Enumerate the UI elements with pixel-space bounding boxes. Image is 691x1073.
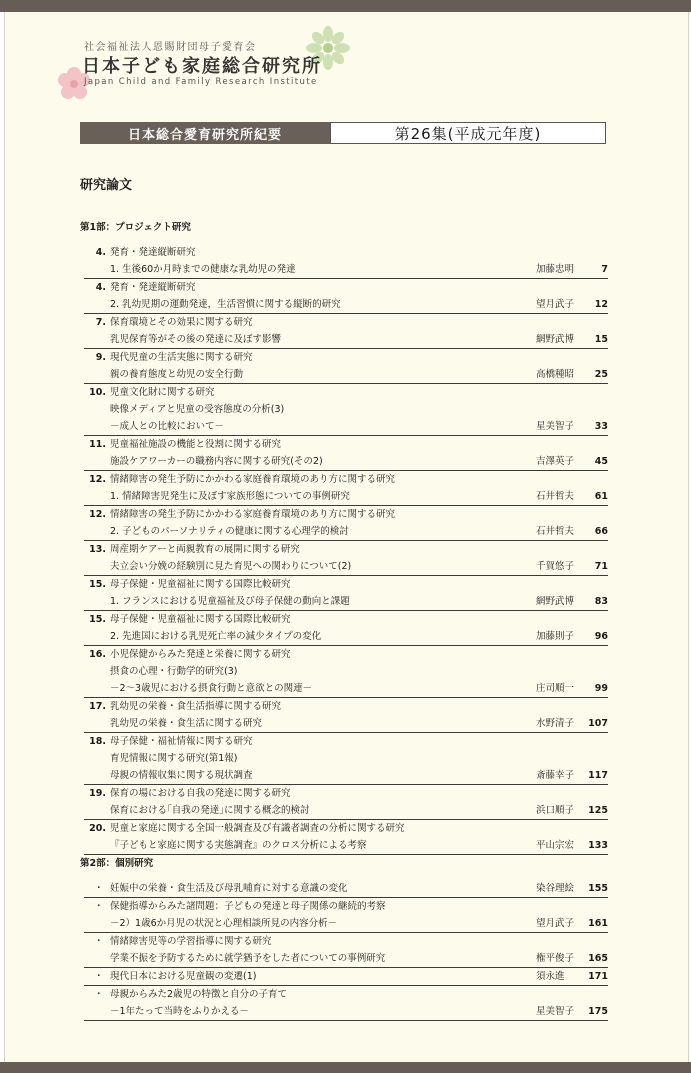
project-title: 情緒障害の発生予防にかかわる家庭養育環境のあり方に関する研究: [110, 509, 396, 520]
toc-entry[interactable]: [84, 471, 608, 506]
entry-number: 13.: [89, 544, 106, 555]
top-bar: [0, 0, 691, 12]
institute-logo[interactable]: [46, 24, 376, 104]
author-name: 高橋種昭: [536, 369, 575, 380]
page-number: 117: [588, 770, 608, 781]
section-title: 研究論文: [80, 178, 133, 193]
toc-entry-line: [84, 680, 608, 697]
page-number: 33: [594, 421, 608, 432]
org-name-large: 日本子ども家庭総合研究所: [82, 56, 322, 77]
toc-entry-line: [84, 802, 608, 819]
toc-entry-line: [84, 279, 608, 296]
toc-entry-line: [84, 733, 608, 750]
project-title: 保育の場における自我の発達に関する研究: [110, 788, 291, 799]
paper-title: 学業不振を予防するために就学猶予をした者についての事例研究: [110, 953, 386, 964]
paper-title: 『子どもと家庭に関する実態調査』のクロス分析による考察: [110, 840, 367, 851]
paper-title: 1. フランスにおける児童福祉及び母子保健の動向と課題: [110, 596, 350, 607]
author-name: 千賀悠子: [536, 561, 575, 572]
toc-entry-line: [84, 698, 608, 715]
org-name-english: Japan Child and Family Research Institute: [84, 77, 318, 87]
page-number: 66: [594, 526, 608, 537]
toc-entry-line: [84, 628, 608, 645]
toc-entry-line: [84, 915, 608, 932]
toc-entry[interactable]: [84, 820, 608, 855]
paper-title: 育児情報に関する研究(第1報): [110, 753, 238, 764]
toc-entry-line: [84, 418, 608, 435]
author-name: 星美智子: [536, 1006, 575, 1017]
toc-entry-line: [84, 488, 608, 505]
bullet-marker: ・: [94, 989, 104, 1000]
bullet-marker: ・: [94, 971, 104, 982]
toc-entry-line: [84, 837, 608, 854]
page-number: 161: [588, 918, 608, 929]
project-title: 現代児童の生活実態に関する研究: [110, 352, 253, 363]
page-number: 99: [594, 683, 608, 694]
toc-entry[interactable]: [84, 279, 608, 314]
entry-number: 11.: [89, 439, 106, 450]
toc-entry[interactable]: [84, 968, 608, 986]
paper-title: 親の養育態度と幼児の安全行動: [110, 369, 244, 380]
page-number: 175: [588, 1006, 608, 1017]
toc-entry-line: [84, 436, 608, 453]
paper-title: 施設ケアワーカーの職務内容に関する研究(その2): [110, 456, 323, 467]
toc-entry-line: [84, 296, 608, 313]
entry-number: 18.: [89, 736, 106, 747]
entry-number: 19.: [89, 788, 106, 799]
toc-entry-line: [84, 506, 608, 523]
paper-title: －成人との比較において－: [110, 421, 225, 432]
toc-entry-line: [84, 950, 608, 967]
project-title: 母子保健・児童福祉に関する国際比較研究: [110, 614, 291, 625]
page-number: 107: [588, 718, 608, 729]
project-title: 妊娠中の栄養・食生活及び母乳哺育に対する意識の変化: [110, 883, 348, 894]
page-number: 96: [594, 631, 608, 642]
volume-title: 第26集(平成元年度): [330, 122, 606, 144]
toc-entry-line: [84, 933, 608, 950]
page-number: 165: [588, 953, 608, 964]
author-name: 庄司順一: [536, 683, 575, 694]
entry-number: 17.: [89, 701, 106, 712]
page-number: 133: [588, 840, 608, 851]
paper-title: 摂食の心理・行動学的研究(3): [110, 666, 238, 677]
page-number: 125: [588, 805, 608, 816]
paper-title: 母親の情報収集に関する現状調査: [110, 770, 253, 781]
toc-entry[interactable]: [84, 576, 608, 611]
org-name-small: 社会福祉法人恩賜財団母子愛育会: [84, 42, 257, 53]
page-number: 12: [594, 299, 608, 310]
page-number: 15: [594, 334, 608, 345]
project-title: 母親からみた2歳児の特徴と自分の子育て: [110, 989, 288, 1000]
toc-list-part-1: [84, 244, 608, 855]
toc-entry-line: [84, 820, 608, 837]
paper-title: －1年たって当時をふりかえる－: [110, 1006, 250, 1017]
page-number: 25: [594, 369, 608, 380]
project-title: 母子保健・福祉情報に関する研究: [110, 736, 253, 747]
page-number: 45: [594, 456, 608, 467]
toc-entry[interactable]: [84, 880, 608, 898]
toc-entry-line: [84, 663, 608, 680]
page-number: 61: [594, 491, 608, 502]
project-title: 情緒障害児等の学習指導に関する研究: [110, 936, 272, 947]
project-title: 保健指導からみた諸問題：子どもの発達と母子関係の継続的考察: [110, 901, 386, 912]
page-number: 71: [594, 561, 608, 572]
toc-entry-line: [84, 880, 608, 897]
toc-entry-line: [84, 384, 608, 401]
project-title: 現代日本における児童観の変遷(1): [110, 971, 257, 982]
page-number: 83: [594, 596, 608, 607]
entry-number: 20.: [89, 823, 106, 834]
toc-entry[interactable]: [84, 541, 608, 576]
toc-entry[interactable]: [84, 349, 608, 384]
author-name: 浜口順子: [536, 805, 575, 816]
toc-entry[interactable]: [84, 611, 608, 646]
project-title: 発育・発達縦断研究: [110, 247, 196, 258]
author-name: 吉澤英子: [536, 456, 575, 467]
project-title: 乳幼児の栄養・食生活指導に関する研究: [110, 701, 282, 712]
toc-entry[interactable]: [84, 436, 608, 471]
toc-entry[interactable]: [84, 384, 608, 436]
bottom-bar: [0, 1062, 691, 1073]
paper-title: －2）1歳6か月児の状況と心理相談所見の内容分析－: [110, 918, 338, 929]
part-title-2: 第2部：個別研究: [80, 858, 154, 869]
toc-entry[interactable]: [84, 933, 608, 968]
toc-entry-line: [84, 558, 608, 575]
author-name: 網野武博: [536, 596, 575, 607]
toc-entry-line: [84, 314, 608, 331]
toc-entry[interactable]: [84, 506, 608, 541]
project-title: 児童文化財に関する研究: [110, 387, 215, 398]
toc-entry-line: [84, 261, 608, 278]
project-title: 小児保健からみた発達と栄養に関する研究: [110, 649, 291, 660]
paper-title: 2. 先進国における乳児死亡率の減少タイプの変化: [110, 631, 322, 642]
toc-entry-line: [84, 968, 608, 985]
toc-entry-line: [84, 576, 608, 593]
paper-title: 1. 情緒障害児発生に及ぼす家族形態についての事例研究: [110, 491, 350, 502]
author-name: 須永進: [536, 971, 565, 982]
project-title: 児童福祉施設の機能と役割に関する研究: [110, 439, 282, 450]
toc-entry-line: [84, 541, 608, 558]
project-title: 保育環境とその効果に関する研究: [110, 317, 253, 328]
toc-entry-line: [84, 523, 608, 540]
entry-number: 10.: [89, 387, 106, 398]
toc-entry[interactable]: [84, 314, 608, 349]
project-title: 周産期ケアーと両親教育の展開に関する研究: [110, 544, 300, 555]
toc-entry-line: [84, 715, 608, 732]
paper-title: 2. 乳幼児期の運動発達，生活習慣に関する縦断的研究: [110, 299, 341, 310]
toc-entry-line: [84, 349, 608, 366]
toc-entry-line: [84, 646, 608, 663]
bullet-marker: ・: [94, 936, 104, 947]
author-name: 染谷理絵: [536, 883, 575, 894]
entry-number: 16.: [89, 649, 106, 660]
bullet-marker: ・: [94, 883, 104, 894]
page-number: 171: [588, 971, 608, 982]
paper-title: 映像メディアと児童の受容態度の分析(3): [110, 404, 285, 415]
paper-title: 乳児保育等がその後の発達に及ぼす影響: [110, 334, 282, 345]
author-name: 網野武博: [536, 334, 575, 345]
author-name: 石井哲夫: [536, 491, 575, 502]
toc-entry[interactable]: [84, 733, 608, 785]
toc-entry-line: [84, 471, 608, 488]
page-number: 7: [601, 264, 608, 275]
author-name: 権平俊子: [536, 953, 575, 964]
entry-number: 9.: [95, 352, 106, 363]
author-name: 石井哲夫: [536, 526, 575, 537]
author-name: 加藤忠明: [536, 264, 575, 275]
project-title: 発育・発達縦断研究: [110, 282, 196, 293]
toc-list-part-2: [84, 880, 608, 1021]
paper-title: 夫立会い分娩の経験別に見た育児への関わりについて(2): [110, 561, 352, 572]
toc-entry-line: [84, 453, 608, 470]
bullet-marker: ・: [94, 901, 104, 912]
entry-number: 15.: [89, 614, 106, 625]
journal-title: 日本総合愛育研究所紀要: [80, 122, 330, 144]
toc-entry-line: [84, 898, 608, 915]
toc-entry-line: [84, 331, 608, 348]
entry-number: 4.: [95, 282, 106, 293]
author-name: 平山宗宏: [536, 840, 575, 851]
author-name: 望月武子: [536, 299, 575, 310]
toc-entry-line: [84, 1003, 608, 1020]
toc-entry[interactable]: [84, 646, 608, 698]
project-title: 母子保健・児童福祉に関する国際比較研究: [110, 579, 291, 590]
entry-number: 12.: [89, 509, 106, 520]
toc-entry-line: [84, 244, 608, 261]
toc-entry-line: [84, 986, 608, 1003]
page-number: 155: [588, 883, 608, 894]
toc-entry-line: [84, 366, 608, 383]
entry-number: 15.: [89, 579, 106, 590]
paper-title: 1. 生後60か月時までの健康な乳幼児の発達: [110, 264, 296, 275]
toc-entry-line: [84, 401, 608, 418]
project-title: 情緒障害の発生予防にかかわる家庭養育環境のあり方に関する研究: [110, 474, 396, 485]
paper-title: 保育における｢自我の発達｣に関する概念的検討: [110, 805, 310, 816]
paper-title: －2～3歳児における摂食行動と意欲との関連－: [110, 683, 313, 694]
paper-title: 2. 子どものパーソナリティの健康に関する心理学的検討: [110, 526, 349, 537]
journal-header: [80, 122, 606, 144]
toc-entry[interactable]: [84, 244, 608, 279]
author-name: 望月武子: [536, 918, 575, 929]
toc-entry-line: [84, 767, 608, 784]
author-name: 星美智子: [536, 421, 575, 432]
toc-entry[interactable]: [84, 986, 608, 1021]
entry-number: 12.: [89, 474, 106, 485]
entry-number: 7.: [95, 317, 106, 328]
author-name: 斎藤幸子: [536, 770, 575, 781]
toc-entry[interactable]: [84, 698, 608, 733]
entry-number: 4.: [95, 247, 106, 258]
toc-entry-line: [84, 593, 608, 610]
author-name: 水野清子: [536, 718, 575, 729]
paper-title: 乳幼児の栄養・食生活に関する研究: [110, 718, 263, 729]
toc-entry-line: [84, 785, 608, 802]
part-title-1: 第1部：プロジェクト研究: [80, 222, 191, 233]
toc-entry-line: [84, 750, 608, 767]
project-title: 児童と家庭に関する全国一般調査及び有識者調査の分析に関する研究: [110, 823, 405, 834]
toc-entry[interactable]: [84, 898, 608, 933]
toc-entry[interactable]: [84, 785, 608, 820]
author-name: 加藤則子: [536, 631, 575, 642]
toc-entry-line: [84, 611, 608, 628]
